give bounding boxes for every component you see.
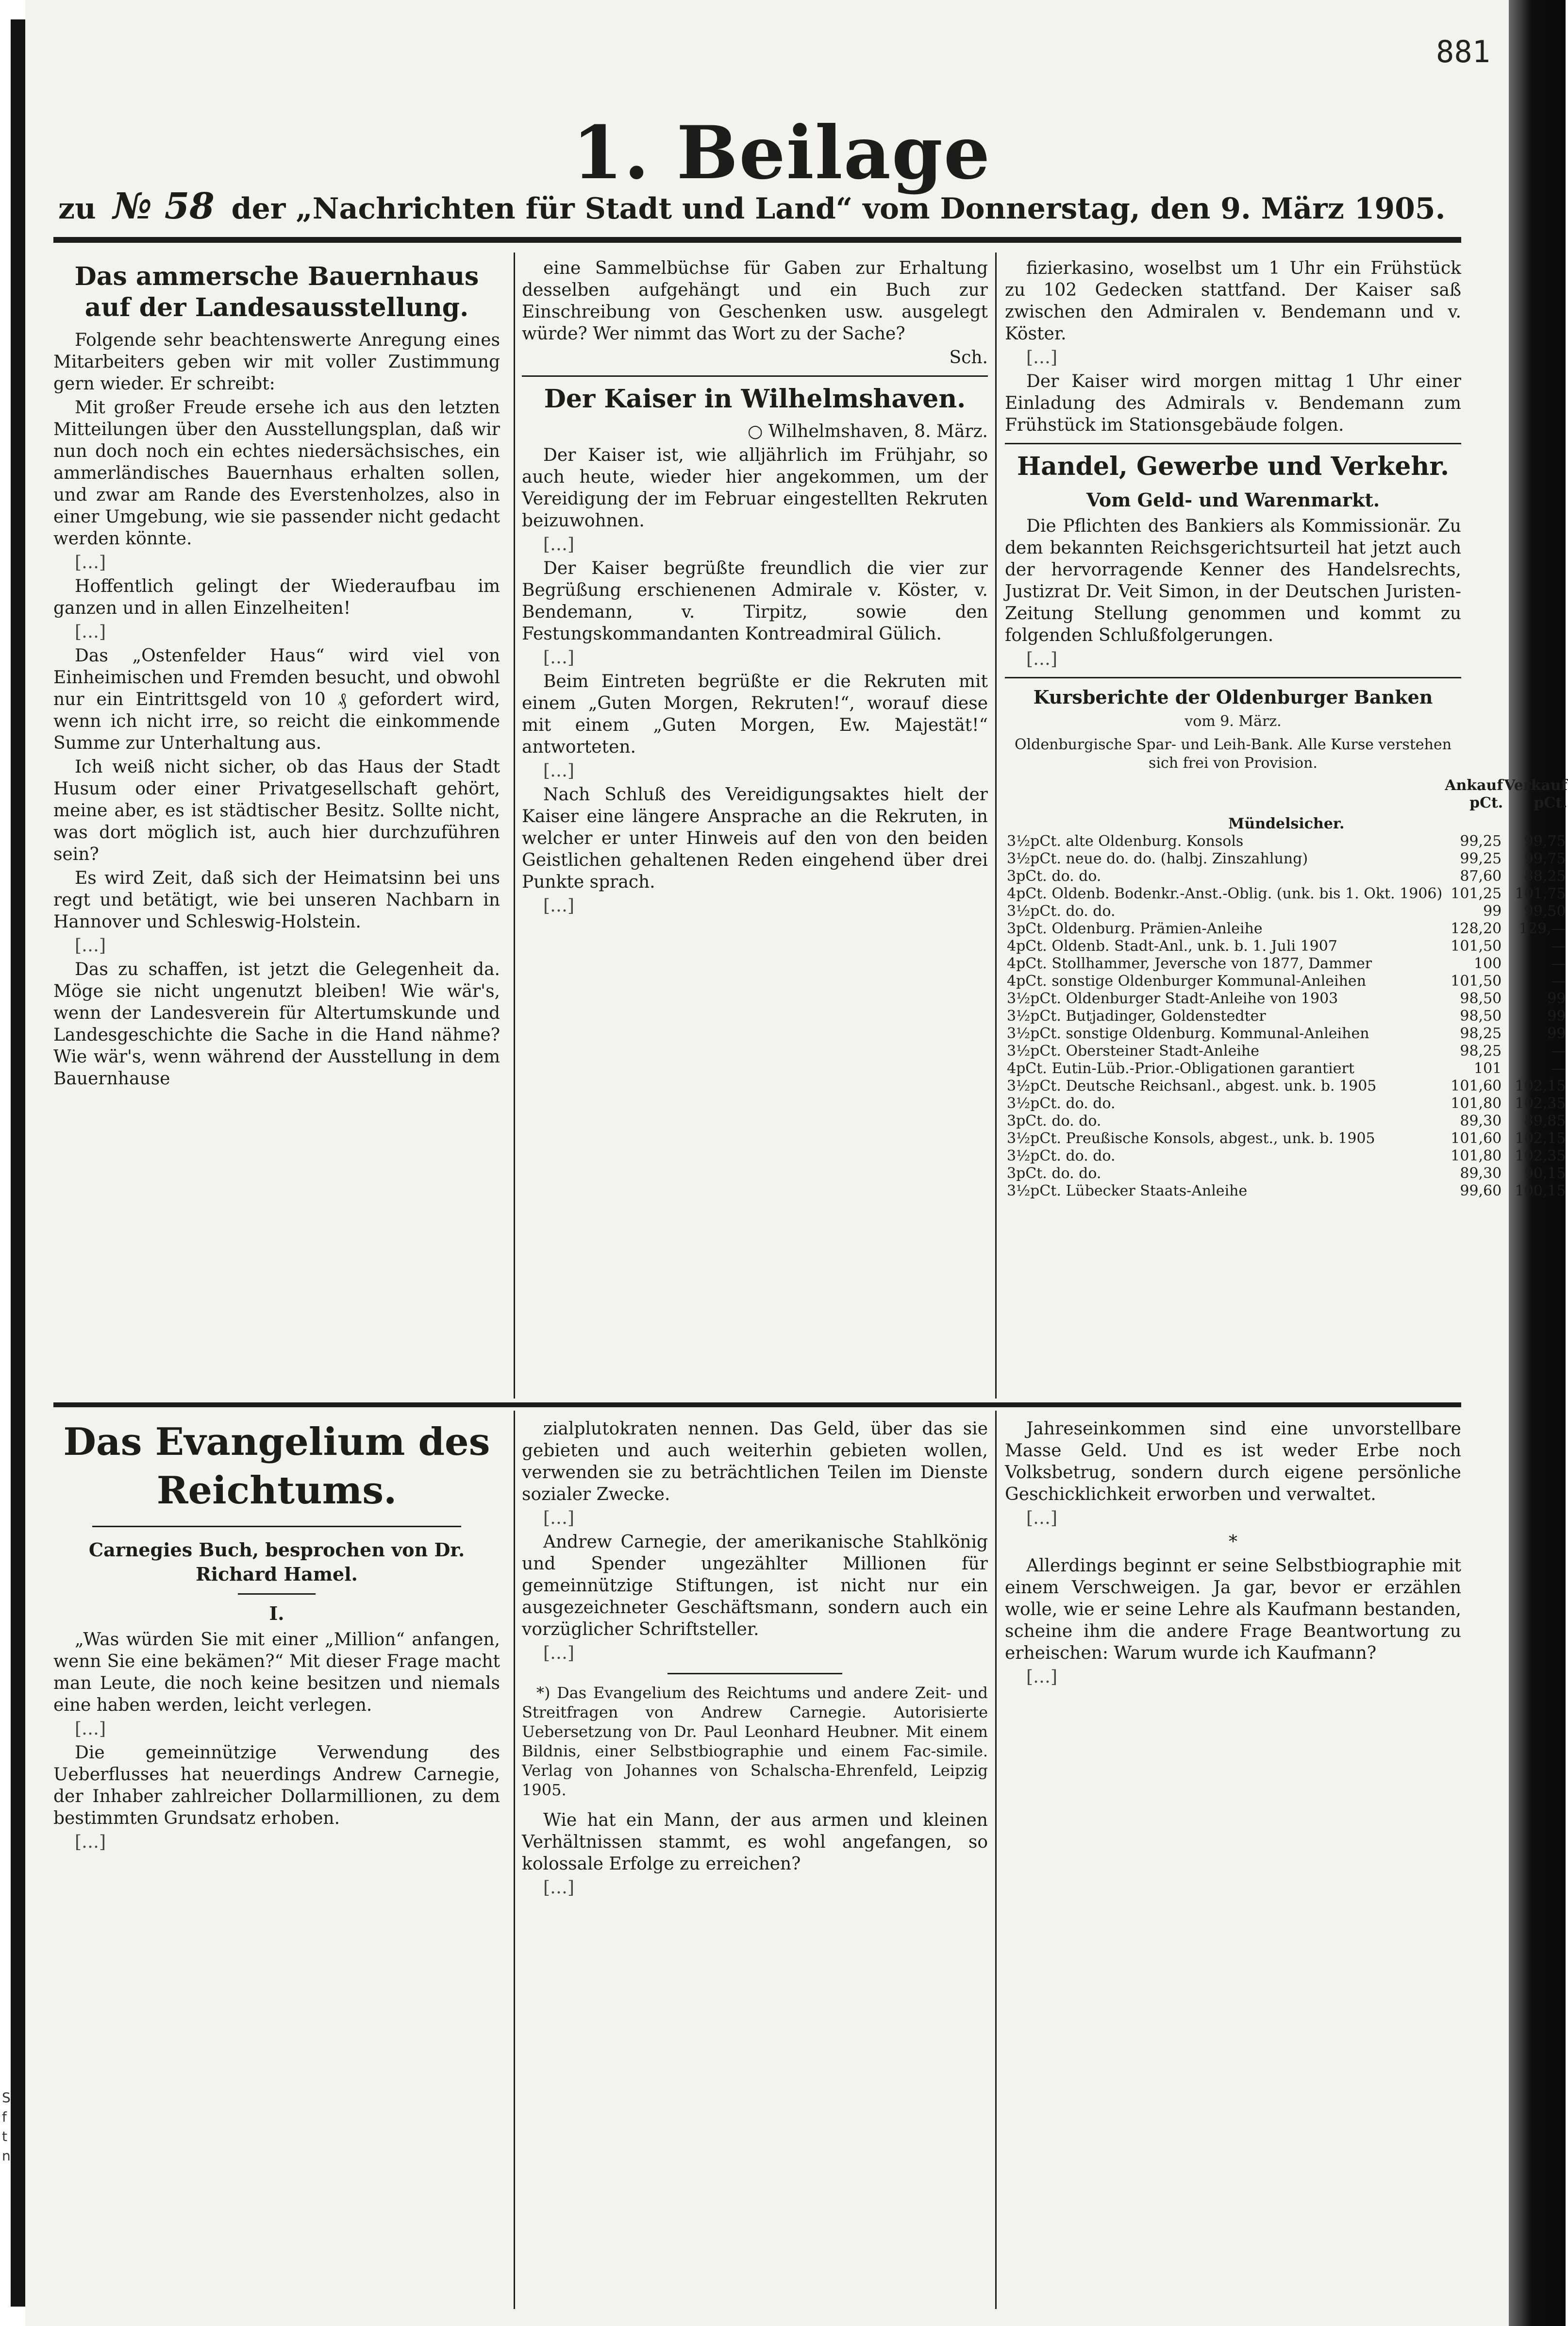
rates-sell-value: 102,15 xyxy=(1515,1130,1566,1147)
rates-caption: Oldenburgische Spar- und Leih-Bank. Alle Kurse verstehen sich frei von Provision. xyxy=(1014,736,1452,772)
rates-row xyxy=(1005,1025,1568,1043)
band-rule xyxy=(53,1402,1461,1407)
rates-row xyxy=(1005,1112,1568,1130)
rates-heading: Kursberichte der Oldenburger Banken xyxy=(1033,686,1433,708)
rates-section-label: Mündelsicher. xyxy=(1228,815,1345,832)
paragraph: Hoffentlich gelingt der Wiederaufbau im ganzen und in allen Einzelheiten! xyxy=(53,576,500,618)
rates-buy-value: 101,50 xyxy=(1451,938,1502,955)
rates-buy-value: 99 xyxy=(1483,903,1502,920)
rates-security-name: 3½pCt. Preußische Konsols, abgest., unk. b. 1905 xyxy=(1007,1130,1375,1147)
essay-column-1 xyxy=(53,1418,500,2311)
rates-buy-value: 101,80 xyxy=(1451,1147,1502,1164)
essay-section-number: I. xyxy=(269,1602,284,1624)
rates-sell-value: 99 xyxy=(1547,990,1566,1007)
rates-row xyxy=(1005,973,1568,990)
elided-text-marker: […] xyxy=(75,622,106,642)
rates-sell-value: 102,15 xyxy=(1515,1078,1566,1095)
paragraph: Der Kaiser wird morgen mittag 1 Uhr einer Einladung des Admirals v. Bendemann zum Frühstück im Stationsgebäude folgen. xyxy=(1005,371,1461,435)
supplement-subtitle xyxy=(58,182,1495,236)
rates-row xyxy=(1005,955,1568,973)
rates-row xyxy=(1005,1147,1568,1165)
elided-text-marker: […] xyxy=(1026,1508,1058,1528)
elided-text-marker: […] xyxy=(543,1508,575,1528)
rates-sell-value: 102,35 xyxy=(1515,1095,1566,1112)
rates-buy-value: 98,25 xyxy=(1460,1025,1502,1042)
rates-row xyxy=(1005,868,1568,885)
elided-text-marker: […] xyxy=(75,936,106,956)
column-divider xyxy=(514,1411,515,2309)
article-heading: Das ammersche Bauernhaus auf der Landesausstellung. xyxy=(74,262,479,322)
rates-sell-value: 100,15 xyxy=(1515,1182,1566,1199)
section-star: * xyxy=(1229,1532,1237,1552)
footnote-rule xyxy=(667,1673,842,1674)
rates-security-name: 3½pCt. do. do. xyxy=(1007,1147,1116,1164)
rates-security-name: 3pCt. do. do. xyxy=(1007,868,1101,885)
rates-security-name: 4pCt. Stollhammer, Jeversche von 1877, Dammer xyxy=(1007,955,1372,972)
paragraph: Nach Schluß des Vereidigungsaktes hielt der Kaiser eine längere Ansprache an die Rekruten, in welcher er unter Hinweis auf den von den beiden Geistlichen gehaltenen Reden eingehend über drei Punkte sprach. xyxy=(522,785,988,892)
margin-marks: S f t n xyxy=(2,2090,11,2164)
paragraph: Andrew Carnegie, der amerikanische Stahlkönig und Spender ungezählter Millionen für gemeinnützige Stiftungen, ist nicht nur ein ausgezeichneter Geschäftsmann, sondern auch ein vorzüglicher Schriftsteller. xyxy=(522,1532,988,1639)
rates-security-name: 3½pCt. Deutsche Reichsanl., abgest. unk. b. 1905 xyxy=(1007,1078,1377,1095)
subtitle-prefix: zu xyxy=(58,192,96,226)
essay-title-line2: Reichtums. xyxy=(156,1468,397,1513)
rates-security-name: 3pCt. Oldenburg. Prämien-Anleihe xyxy=(1007,920,1263,937)
rates-security-name: 4pCt. Oldenb. Bodenkr.-Anst.-Oblig. (unk. bis 1. Okt. 1906) xyxy=(1007,885,1443,902)
paragraph: Wie hat ein Mann, der aus armen und kleinen Verhältnissen stammt, es wohl angefangen, so kolossale Erfolge zu erreichen? xyxy=(522,1810,988,1874)
rates-buy-value: 98,25 xyxy=(1460,1043,1502,1060)
rates-buy-value: 98,50 xyxy=(1460,990,1502,1007)
rates-buy-value: 99,25 xyxy=(1460,833,1502,850)
rates-buy-value: 101,80 xyxy=(1451,1095,1502,1112)
rates-buy-value: 89,30 xyxy=(1460,1112,1502,1129)
rates-buy-value: 99,60 xyxy=(1460,1182,1502,1199)
rates-buy-value: 101,60 xyxy=(1451,1130,1502,1147)
rates-buy-value: 101,60 xyxy=(1451,1078,1502,1095)
rates-security-name: 3½pCt. sonstige Oldenburg. Kommunal-Anleihen xyxy=(1007,1025,1369,1042)
rates-table xyxy=(1005,776,1568,1200)
rates-row xyxy=(1005,833,1568,850)
rates-row xyxy=(1005,903,1568,920)
rates-security-name: 3pCt. do. do. xyxy=(1007,1165,1101,1182)
rates-security-name: 3½pCt. Lübecker Staats-Anleihe xyxy=(1007,1182,1248,1199)
paragraph: Beim Eintreten begrüßte er die Rekruten mit einem „Guten Morgen, Rekruten!“, worauf diese mit einem „Guten Morgen, Ew. Majestät!“ antworteten. xyxy=(522,672,988,757)
supplement-title: 1. Beilage xyxy=(572,110,991,196)
article-handel xyxy=(1005,257,1568,1399)
essay-column-3 xyxy=(1005,1418,1461,2311)
article-heading: Der Kaiser in Wilhelmshaven. xyxy=(544,384,966,414)
rates-sell-value: — xyxy=(1551,938,1566,955)
rates-col-sell: Verkauf pCt. xyxy=(1504,777,1568,811)
rates-sell-value: 129,— xyxy=(1518,920,1566,937)
paragraph: fizierkasino, woselbst um 1 Uhr ein Frühstück zu 102 Gedecken stattfand. Der Kaiser saß zwischen den Admiralen v. Bendemann und v. Köster. xyxy=(1005,258,1461,344)
paragraph: Das „Ostenfelder Haus“ wird viel von Einheimischen und Fremden besucht, und obwohl nur ein Eintrittsgeld von 10 ₰ gefordert wird, wenn ich nicht irre, so reicht die einkommende Summe zur Unterhaltung aus. xyxy=(53,646,500,753)
scan-edge-left xyxy=(11,19,25,2307)
elided-text-marker: […] xyxy=(543,1643,575,1663)
rates-sell-value: — xyxy=(1551,1060,1566,1077)
elided-text-marker: […] xyxy=(543,535,575,555)
rates-row xyxy=(1005,920,1568,938)
paragraph: Der Kaiser begrüßte freundlich die vier zur Begrüßung erschienenen Admirale v. Köster, v. Bendemann, v. Tirpitz, sowie den Festungskommandanten Kontreadmiral Gülich. xyxy=(522,558,988,644)
rates-security-name: 3½pCt. Butjadinger, Goldenstedter xyxy=(1007,1008,1266,1025)
rates-row xyxy=(1005,1043,1568,1060)
elided-text-marker: […] xyxy=(75,553,106,573)
page-number: 881 xyxy=(1436,34,1490,69)
elided-text-marker: […] xyxy=(75,1719,106,1739)
footnote xyxy=(522,1683,988,1800)
paragraph: Mit großer Freude ersehe ich aus den letzten Mitteilungen über den Ausstellungsplan, daß wir nun doch noch ein echtes niedersächsisches, ein ammerländisches Bauernhaus erhalten sollen, und zwar am Rande des Everstenholzes, also in einer Umgebung, wie sie passender nicht gedacht werden könnte. xyxy=(53,398,500,549)
paragraph: eine Sammelbüchse für Gaben zur Erhaltung desselben aufgehängt und ein Buch zur Einschreibung von Geschenken usw. ausgelegt würde? Wer nimmt das Wort zu der Sache? xyxy=(522,258,988,344)
essay-title-line1: Das Evangelium des xyxy=(63,1420,490,1464)
section-rule xyxy=(1005,443,1461,444)
footnote-text: *) Das Evangelium des Reichtums und andere Zeit- und Streitfragen von Andrew Carnegie. Autorisierte Uebersetzung von Dr. Paul Leonhard Heubner. Mit einem Bildnis, einer Selbstbiographie und einem Fac-simile. Verlag von Johannes von Schalscha-Ehrenfeld, Leipzig 1905. xyxy=(522,1684,988,1799)
rates-sell-value: 88,25 xyxy=(1524,868,1566,885)
rates-sell-value: — xyxy=(1551,973,1566,990)
rates-security-name: 3½pCt. alte Oldenburg. Konsols xyxy=(1007,833,1244,850)
elided-text-marker: […] xyxy=(543,648,575,668)
rates-sell-value: — xyxy=(1551,1043,1566,1060)
rates-sell-value: 99,50 xyxy=(1524,903,1566,920)
article-bauernhaus xyxy=(53,257,500,1399)
rates-row xyxy=(1005,1008,1568,1025)
rates-sell-value: 99,75 xyxy=(1524,850,1566,867)
paragraph: zialplutokraten nennen. Das Geld, über das sie gebieten und auch weiterhin gebieten wollen, verwenden sie zu beträchtlichen Teilen im Dienste sozialer Zwecke. xyxy=(522,1419,988,1504)
rates-row xyxy=(1005,850,1568,868)
rates-section-row xyxy=(1005,812,1568,833)
rates-header-row xyxy=(1005,776,1568,812)
elided-text-marker: […] xyxy=(1026,649,1058,669)
rates-buy-value: 128,20 xyxy=(1451,920,1502,937)
masthead-rule xyxy=(53,237,1461,243)
rates-sell-value: 99 xyxy=(1547,1025,1566,1042)
paragraph: Das zu schaffen, ist jetzt die Gelegenheit da. Möge sie nicht ungenutzt bleiben! Wie wär's, wenn der Landesverein für Altertumskunde und Landesgeschichte die Sache in die Hand nähme? Wie wär's, wenn während der Ausstellung in dem Bauernhause xyxy=(53,960,500,1089)
rates-sell-value: 101,75 xyxy=(1515,885,1566,902)
rates-row xyxy=(1005,885,1568,903)
paragraph: Ich weiß nicht sicher, ob das Haus der Stadt Husum oder einer Privatgesellschaft gehört, meine aber, es ist städtischer Besitz. Sollte nicht, was dort möglich ist, auch hier durchzuführen sein? xyxy=(53,757,500,864)
rates-security-name: 4pCt. Oldenb. Stadt-Anl., unk. b. 1. Juli 1907 xyxy=(1007,938,1337,955)
rates-row xyxy=(1005,1095,1568,1112)
rates-buy-value: 87,60 xyxy=(1460,868,1502,885)
rates-row xyxy=(1005,990,1568,1008)
rates-security-name: 3½pCt. do. do. xyxy=(1007,903,1116,920)
elided-text-marker: […] xyxy=(1026,1667,1058,1687)
paragraph: Jahreseinkommen sind eine unvorstellbare Masse Geld. Und es ist weder Erbe noch Volksbetrug, sondern durch eigene persönliche Geschicklichkeit erworben und verwaltet. xyxy=(1005,1419,1461,1504)
rates-buy-value: 98,50 xyxy=(1460,1008,1502,1025)
subtitle-rest: der „Nachrichten für Stadt und Land“ vom Donnerstag, den 9. März 1905. xyxy=(231,192,1446,226)
rates-blank-cell xyxy=(1005,776,1444,812)
elided-text-marker: […] xyxy=(75,1832,106,1852)
paragraph: Folgende sehr beachtenswerte Anregung eines Mitarbeiters geben wir mit voller Zustimmung gern wieder. Er schreibt: xyxy=(53,330,500,394)
rates-sell-value: 90,15 xyxy=(1524,1165,1566,1182)
article-heading: Handel, Gewerbe und Verkehr. xyxy=(1017,452,1450,481)
section-rule xyxy=(1005,677,1461,678)
elided-text-marker: […] xyxy=(543,761,575,781)
rates-buy-value: 89,30 xyxy=(1460,1165,1502,1182)
paragraph: Es wird Zeit, daß sich der Heimatsinn bei uns regt und betätigt, wie bei unseren Nachbarn in Hannover und Schleswig-Holstein. xyxy=(53,868,500,932)
rates-row xyxy=(1005,1165,1568,1182)
paragraph: „Was würden Sie mit einer „Million“ anfangen, wenn Sie eine bekämen?“ Mit dieser Frage macht man Leute, die noch keine besitzen und niemals eine haben werden, leicht verlegen. xyxy=(53,1630,500,1715)
column-divider xyxy=(995,253,997,1399)
column-divider xyxy=(514,253,515,1399)
rates-security-name: 3pCt. do. do. xyxy=(1007,1112,1101,1129)
rates-security-name: 3½pCt. Oldenburger Stadt-Anleihe von 1903 xyxy=(1007,990,1338,1007)
dateline: ○ Wilhelmshaven, 8. März. xyxy=(748,421,988,441)
rates-sell-value: 99,75 xyxy=(1524,833,1566,850)
essay-byline: Carnegies Buch, besprochen von Dr. Richard Hamel. xyxy=(88,1539,465,1585)
rates-buy-value: 101 xyxy=(1473,1060,1502,1077)
paragraph: Die Pflichten des Bankiers als Kommissionär. Zu dem bekannten Reichsgerichtsurteil hat jetzt auch der hervorragende Kenner des Handelsrechts, Justizrat Dr. Veit Simon, in der Deutschen Juristen-Zeitung Stellung genommen und kommt zu folgenden Schlußfolgerungen. xyxy=(1005,516,1461,645)
rates-row xyxy=(1005,1182,1568,1200)
article-kaiser xyxy=(522,257,988,1399)
rates-col-buy: Ankauf pCt. xyxy=(1445,777,1503,811)
elided-text-marker: […] xyxy=(543,1878,575,1898)
rates-buy-value: 101,50 xyxy=(1451,973,1502,990)
rates-row xyxy=(1005,1130,1568,1147)
section-rule xyxy=(522,375,988,377)
rates-buy-value: 99,25 xyxy=(1460,850,1502,867)
essay-column-2 xyxy=(522,1418,988,2311)
rates-security-name: 4pCt. sonstige Oldenburger Kommunal-Anleihen xyxy=(1007,973,1367,990)
rates-security-name: 3½pCt. do. do. xyxy=(1007,1095,1116,1112)
paragraph: Allerdings beginnt er seine Selbstbiographie mit einem Verschweigen. Ja gar, bevor er erzählen wolle, wie er seine Lehre als Kaufmann bestanden, scheine ihm die andere Frage Beantwortung zu erheischen: Warum wurde ich Kaufmann? xyxy=(1005,1556,1461,1663)
rates-row xyxy=(1005,1060,1568,1078)
section-rule xyxy=(238,1593,316,1595)
rates-date: vom 9. März. xyxy=(1184,713,1282,730)
column-divider xyxy=(995,1411,997,2309)
section-rule xyxy=(92,1526,461,1527)
elided-text-marker: […] xyxy=(543,896,575,916)
issue-number: № 58 xyxy=(113,185,215,227)
paragraph: Der Kaiser ist, wie alljährlich im Frühjahr, so auch heute, wieder hier angekommen, um der Vereidigung der im Februar eingestellten Rekruten beizuwohnen. xyxy=(522,445,988,531)
elided-text-marker: […] xyxy=(1026,348,1058,368)
rates-security-name: 4pCt. Eutin-Lüb.-Prior.-Obligationen garantiert xyxy=(1007,1060,1354,1077)
rates-sell-value: 102,35 xyxy=(1515,1147,1566,1164)
rates-sell-value: 99 xyxy=(1547,1008,1566,1025)
rates-row xyxy=(1005,938,1568,955)
paragraph: Die gemeinnützige Verwendung des Ueberflusses hat neuerdings Andrew Carnegie, der Inhaber zahlreicher Dollarmillionen, zu dem bestimmten Grundsatz erhoben. xyxy=(53,1743,500,1828)
rates-buy-value: 101,25 xyxy=(1451,885,1502,902)
rates-sell-value: 89,85 xyxy=(1524,1112,1566,1129)
rates-buy-value: 100 xyxy=(1473,955,1502,972)
rates-security-name: 3½pCt. Obersteiner Stadt-Anleihe xyxy=(1007,1043,1259,1060)
article-subheading: Vom Geld- und Warenmarkt. xyxy=(1086,489,1380,511)
signature: Sch. xyxy=(949,348,988,368)
rates-sell-value: — xyxy=(1551,955,1566,972)
rates-row xyxy=(1005,1078,1568,1095)
rates-security-name: 3½pCt. neue do. do. (halbj. Zinszahlung) xyxy=(1007,850,1308,867)
